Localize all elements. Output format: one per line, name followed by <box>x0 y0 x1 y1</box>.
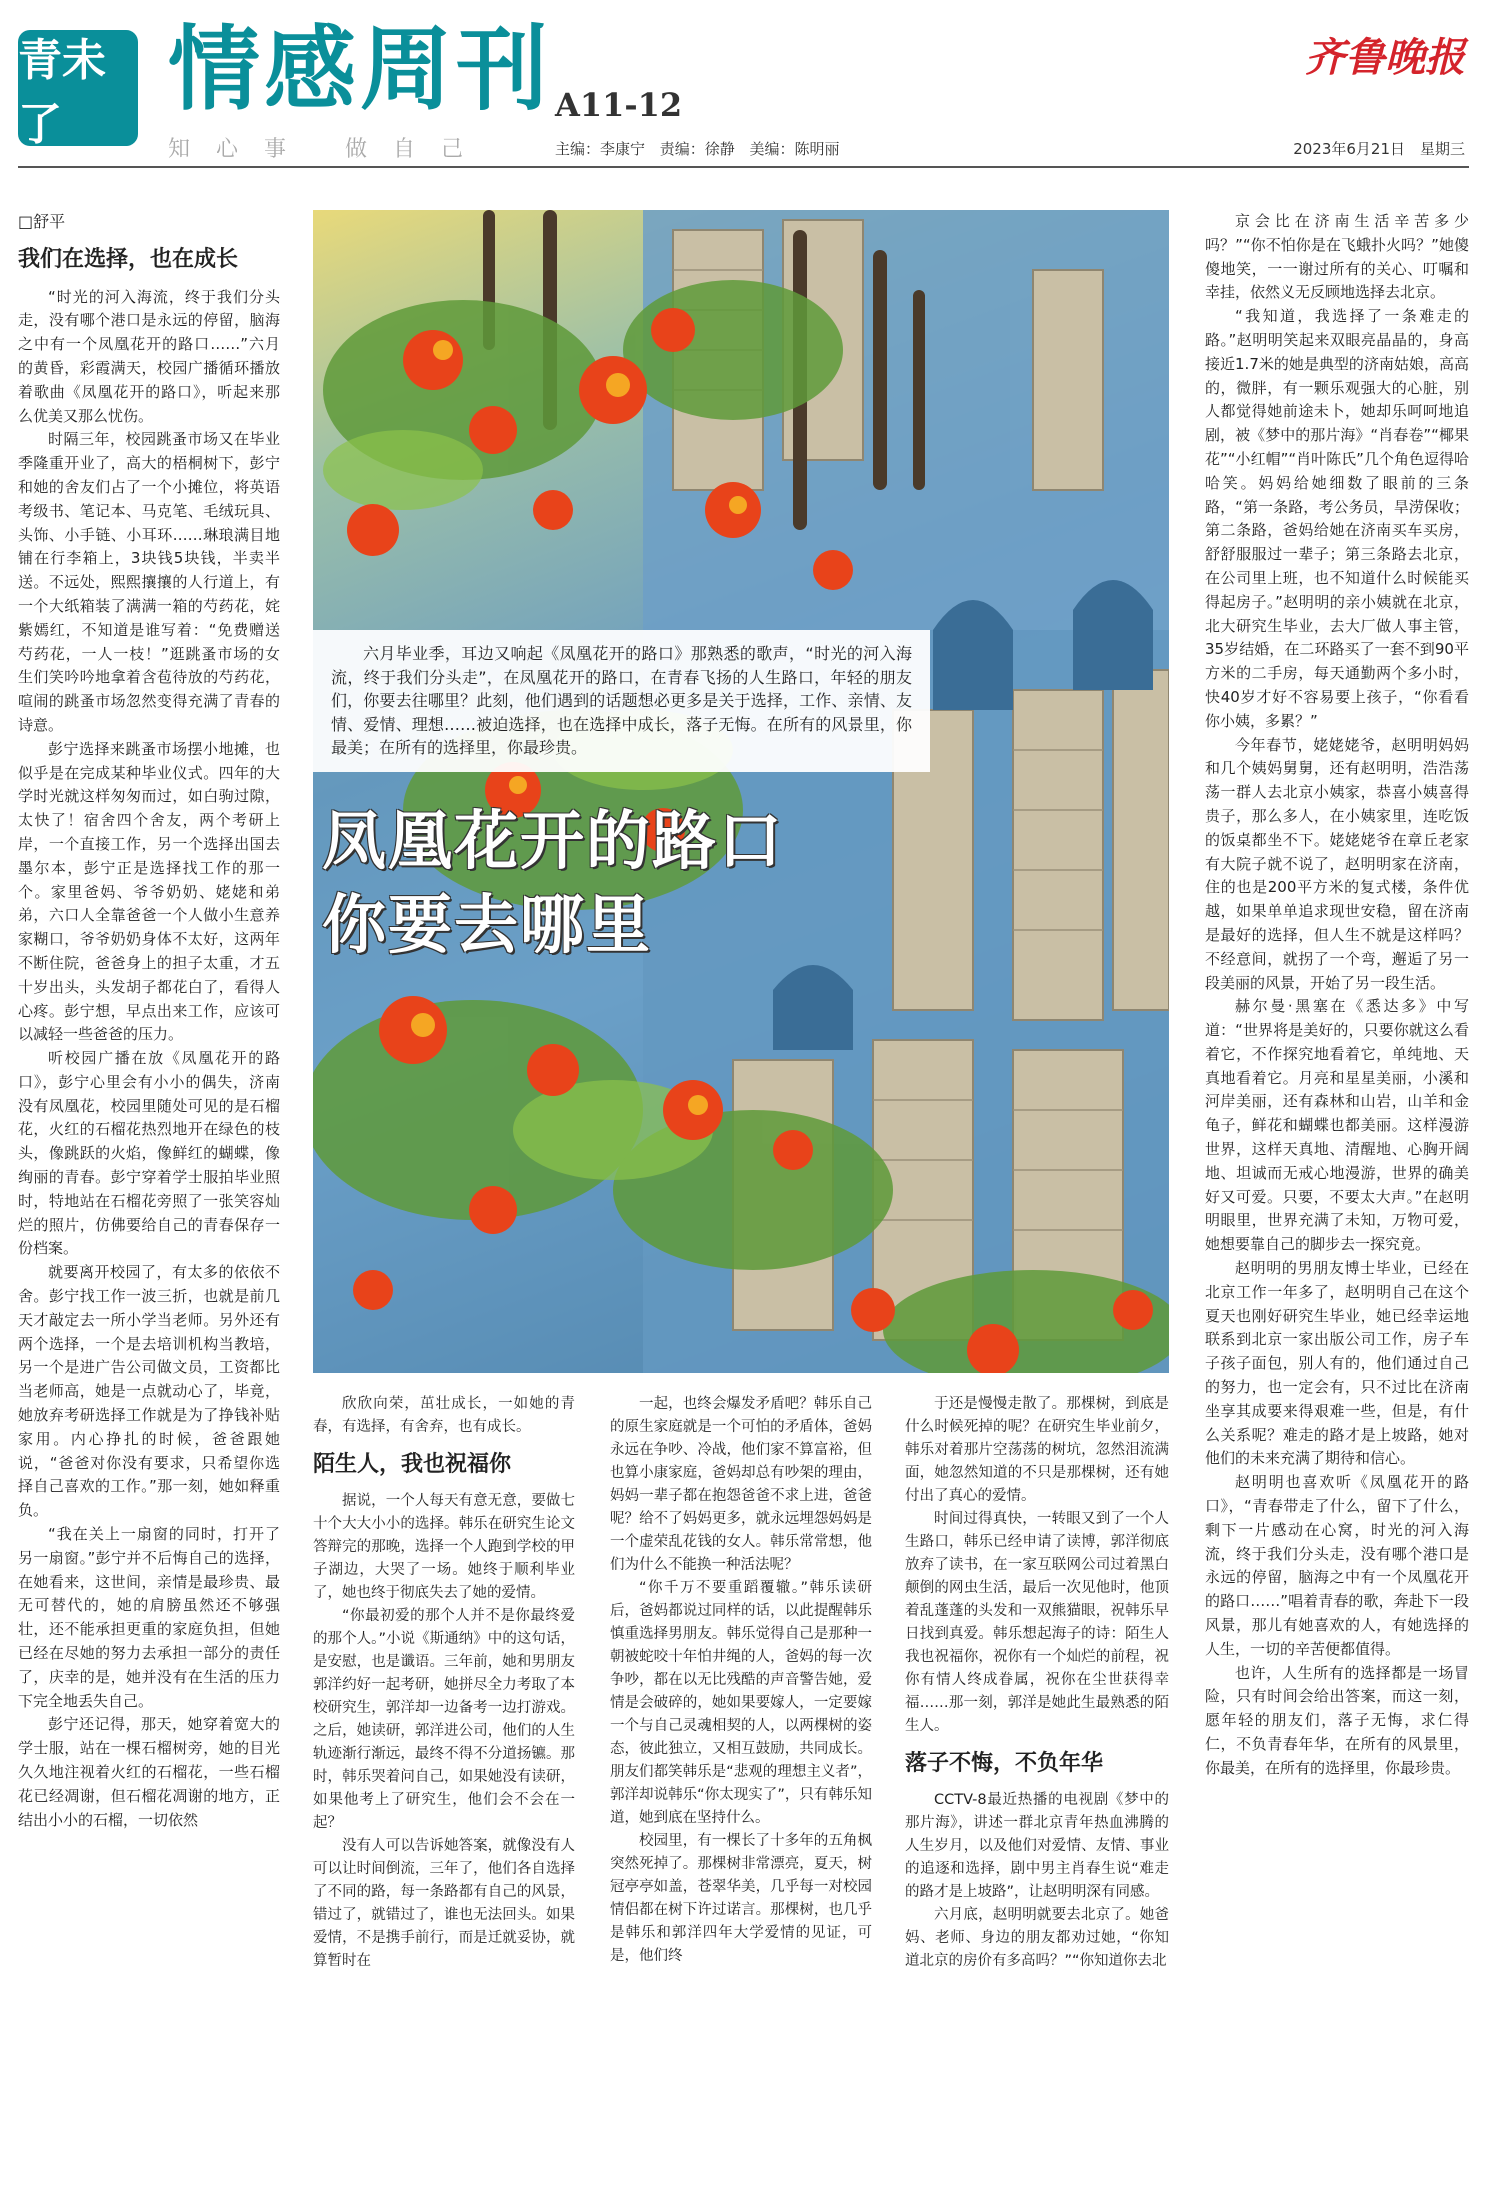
paragraph: “你千万不要重蹈覆辙。”韩乐读研后，爸妈都说过同样的话，以此提醒韩乐慎重选择男朋友。韩乐觉得自己是那种一朝被蛇咬十年怕井绳的人，爸妈的每一次争吵，都在以无比残酷的声音警告她，爱情是会破碎的，她如果要嫁人，一定要嫁一个与自己灵魂相契的人，以两棵树的姿态，彼此独立，又相互鼓励，共同成长。朋友们都笑韩乐是“悲观的理想主义者”，郭洋却说韩乐“你太现实了”，只有韩乐知道，她到底在坚持什么。 <box>610 1580 872 1826</box>
paragraph: 彭宁还记得，那天，她穿着宽大的学士服，站在一棵石榴树旁，她的目光久久地注视着火红的石榴花，一些石榴花已经凋谢，但石榴花凋谢的地方，正结出小小的石榴，一切依然 <box>18 1715 280 1829</box>
newspaper-brand-logo: 齐鲁晚报 <box>1305 34 1465 81</box>
subheading-2: 陌生人，我也祝福你 <box>313 1451 512 1477</box>
paragraph: 就要离开校园了，有太多的依依不舍。彭宁找工作一波三折，也就是前几天才敲定去一所小学当老师。另外还有两个选择，一个是去培训机构当教培，另一个是进广告公司做文员，工资都比当老师高，她是一点就动心了，毕竟，她放弃考研选择工作就是为了挣钱补贴家用。内心挣扎的时候，爸爸跟她说，“爸爸对你没有要求，只希望你选择自己喜欢的工作。”那一刻，她如释重负。 <box>18 1263 280 1520</box>
page-numbers: A11-12 <box>555 86 683 124</box>
masthead-divider <box>18 166 1469 168</box>
paragraph: 时隔三年，校园跳蚤市场又在毕业季隆重开业了，高大的梧桐树下，彭宁和她的舍友们占了一个小摊位，将英语考级书、笔记本、马克笔、毛绒玩具、头饰、小手链、小耳环……琳琅满目地铺在行李箱上，3块钱5块钱，半卖半送。不远处，熙熙攘攘的人行道上，有一个大纸箱装了满满一箱的芍药花，姹紫嫣红，不知道是谁写着：“免费赠送芍药花，一人一枝！”逛跳蚤市场的女生们笑吟吟地拿着含苞待放的芍药花，喧闹的跳蚤市场忽然变得充满了青春的诗意。 <box>18 430 280 734</box>
paragraph: 据说，一个人每天有意无意，要做七十个大大小小的选择。韩乐在研究生论文答辩完的那晚，选择一个人跑到学校的甲子湖边，大哭了一场。她终于顺利毕业了，她也终于彻底失去了她的爱情。 <box>313 1493 575 1601</box>
photo-illustration <box>313 210 1169 1373</box>
article-column-3 <box>610 1393 872 2175</box>
paragraph: 欣欣向荣，茁壮成长，一如她的青春，有选择，有舍弃，也有成长。 <box>313 1396 575 1435</box>
article-column-4 <box>905 1393 1169 2175</box>
paragraph: 时间过得真快，一转眼又到了一个人生路口，韩乐已经申请了读博，郭洋彻底放弃了读书，在一家互联网公司过着黑白颠倒的网虫生活，最后一次见他时，他顶着乱蓬蓬的头发和一双熊猫眼，祝韩乐早日找到真爱。韩乐想起海子的诗：陌生人我也祝福你，祝你有一个灿烂的前程，祝你有情人终成眷属，祝你在尘世获得幸福……那一刻，郭洋是她此生最熟悉的陌生人。 <box>905 1511 1169 1734</box>
paragraph: 赵明明也喜欢听《凤凰花开的路口》，“青春带走了什么，留下了什么，剩下一片感动在心窝，时光的河入海流，终于我们分头走，没有哪个港口是永远的停留，脑海之中有一个凤凰花开的路口……”唱着青春的歌，奔赴下一段风景，那儿有她喜欢的人，有她选择的人生，一切的辛苦便都值得。 <box>1205 1473 1469 1658</box>
article-column-2 <box>313 1393 575 2175</box>
paragraph: 赵明明的男朋友博士毕业，已经在北京工作一年多了，赵明明自己在这个夏天也刚好研究生毕业，她已经幸运地联系到北京一家出版公司工作，房子车子孩子面包，别人有的，他们通过自己的努力，也一定会有，只不过比在济南坐享其成要来得艰难一些，但是，有什么关系呢？难走的路才是上坡路，她对他们的未来充满了期待和信心。 <box>1205 1259 1469 1468</box>
section-title: 情感周刊 <box>168 16 553 123</box>
paragraph: 于还是慢慢走散了。那棵树，到底是什么时候死掉的呢？在研究生毕业前夕，韩乐对着那片空荡荡的树坑，忽然泪流满面，她忽然知道的不只是那棵树，还有她付出了真心的爱情。 <box>905 1396 1169 1504</box>
paragraph: 也许，人生所有的选择都是一场冒险，只有时间会给出答案，而这一刻，愿年轻的朋友们，落子无悔，求仁得仁，不负青春年华，在所有的风景里，你最美，在所有的选择里，你最珍贵。 <box>1205 1663 1469 1777</box>
paragraph: 听校园广播在放《凤凰花开的路口》，彭宁心里会有小小的偶失，济南没有凤凰花，校园里随处可见的是石榴花，火红的石榴花热烈地开在绿色的枝头，像跳跃的火焰，像鲜红的蝴蝶，像绚丽的青春。彭宁穿着学士服拍毕业照时，特地站在石榴花旁照了一张笑容灿烂的照片，仿佛要给自己的青春保存一份档案。 <box>18 1049 280 1258</box>
hero-photo-flame-tree-blue-building <box>313 210 1169 1373</box>
logo: 青未了 <box>18 30 138 146</box>
paragraph: “我在关上一扇窗的同时，打开了另一扇窗。”彭宁并不后悔自己的选择，在她看来，这世间，亲情是最珍贵、最无可替代的，她的肩膀虽然还不够强壮，还不能承担更重的家庭负担，但她已经在尽她的努力去承担一部分的责任了，庆幸的是，她并没有在生活的压力下完全地丢失自己。 <box>18 1525 280 1710</box>
paragraph: 今年春节，姥姥姥爷，赵明明妈妈和几个姨妈舅舅，还有赵明明，浩浩荡荡一群人去北京小姨家，恭喜小姨喜得贵子，那么多人，在小姨家里，连吃饭的饭桌都坐不下。姥姥姥爷在章丘老家有大院子就不说了，赵明明家在济南，住的也是200平方米的复式楼，条件优越，如果单单追求现世安稳，留在济南是最好的选择，但人生不就是这样吗？不经意间，就拐了一个弯，邂逅了另一段美丽的风景，开始了另一段生活。 <box>1205 735 1469 992</box>
article-column-5 <box>1205 210 1469 2175</box>
section-tagline: 知心事 做自己 <box>168 137 489 162</box>
headline-line-2: 你要去哪里 <box>322 888 652 963</box>
byline: □舒平 <box>18 212 66 231</box>
paragraph: 一起，也终会爆发矛盾吧？韩乐自己的原生家庭就是一个可怕的矛盾体，爸妈永远在争吵、冷战，他们家不算富裕，但也算小康家庭，爸妈却总有吵架的理由，妈妈一辈子都在抱怨爸爸不求上进，爸爸呢？给不了妈妈更多，就永远埋怨妈妈是一个虚荣乱花钱的女人。韩乐常常想，他们为什么不能换一种活法呢？ <box>610 1396 872 1573</box>
subheading-1: 我们在选择，也在成长 <box>18 245 239 272</box>
headline-line-1: 凤凰花开的路口 <box>322 804 784 879</box>
editor-credits: 主编：李康宁 责编：徐静 美编：陈明丽 <box>555 140 840 158</box>
subheading-3: 落子不悔，不负年华 <box>905 1750 1104 1776</box>
paragraph: CCTV-8最近热播的电视剧《梦中的那片海》，讲述一群北京青年热血沸腾的人生岁月，以及他们对爱情、友情、事业的追逐和选择，剧中男主肖春生说“难走的路才是上坡路”，让赵明明深有同感。 <box>905 1792 1169 1900</box>
issue-date: 2023年6月21日 星期三 <box>1293 140 1465 158</box>
article-intro: 六月毕业季，耳边又响起《凤凰花开的路口》那熟悉的歌声，“时光的河入海流，终于我们分头走”，在凤凰花开的路口，在青春飞扬的人生路口，年轻的朋友们，你要去往哪里？此刻，他们遇到的话题想必更多是关于选择，工作、亲情、友情、爱情、理想……被迫选择，也在选择中成长，落子无悔。在所有的风景里，你最美；在所有的选择里，你最珍贵。 <box>313 630 930 772</box>
paragraph: 六月底，赵明明就要去北京了。她爸妈、老师、身边的朋友都劝过她，“你知道北京的房价有多高吗？”“你知道你去北 <box>905 1907 1169 1969</box>
paragraph: 彭宁选择来跳蚤市场摆小地摊，也似乎是在完成某种毕业仪式。四年的大学时光就这样匆匆而过，如白驹过隙，太快了！宿舍四个舍友，两个考研上岸，一个直接工作，另一个选择出国去墨尔本，彭宁正是选择找工作的那一个。家里爸妈、爷爷奶奶、姥姥和弟弟，六口人全靠爸爸一个人做小生意养家糊口，爷爷奶奶身体不太好，这两年不断住院，爸爸身上的担子太重，才五十岁出头，头发胡子都花白了，看得人心疼。彭宁想，早点出来工作，应该可以减轻一些爸爸的压力。 <box>18 739 280 1044</box>
paragraph: 赫尔曼·黑塞在《悉达多》中写道：“世界将是美好的，只要你就这么看着它，不作探究地看着它，单纯地、天真地看着它。月亮和星星美丽，小溪和河岸美丽，还有森林和山岩，山羊和金龟子，鲜花和蝴蝶也都美丽。这样漫游世界，这样天真地、清醒地、心胸开阔地、坦诚而无戒心地漫游，世界的确美好又可爱。只要，不要太大声。”在赵明明眼里，世界充满了未知，万物可爱，她想要靠自己的脚步去一探究竟。 <box>1205 997 1469 1254</box>
paragraph: 没有人可以告诉她答案，就像没有人可以让时间倒流，三年了，他们各自选择了不同的路，每一条路都有自己的风景，错过了，就错过了，谁也无法回头。如果爱情，不是携手前行，而是迁就妥协，就算暂时在 <box>313 1838 575 1969</box>
paragraph: “我知道，我选择了一条难走的路。”赵明明笑起来双眼亮晶晶的，身高接近1.7米的她是典型的济南姑娘，高高的，微胖，有一颗乐观强大的心脏，别人都觉得她前途未卜，她却乐呵呵地追剧，被《梦中的那片海》“肖春卷”“椰果花”“小红帽”“肖叶陈氏”几个角色逗得哈哈笑。妈妈给她细数了眼前的三条路，“第一条路，考公务员，旱涝保收；第二条路，爸妈给她在济南买车买房，舒舒服服过一辈子；第三条路去北京，在公司里上班，也不知道什么时候能买得起房子。”赵明明的亲小姨就在北京，北大研究生毕业，去大厂做人事主管，35岁结婚，在二环路买了一套不到90平方米的二手房，每天通勤两个多小时，快40岁才好不容易要上孩子，“你看看你小姨，多累？” <box>1205 307 1469 730</box>
paragraph: 校园里，有一棵长了十多年的五角枫突然死掉了。那棵树非常漂亮，夏天，树冠亭亭如盖，苍翠华美，几乎每一对校园情侣都在树下许过诺言。那棵树，也几乎是韩乐和郭洋四年大学爱情的见证，可是，他们终 <box>610 1833 872 1964</box>
article-column-1 <box>18 210 280 2175</box>
article-headline <box>322 800 784 968</box>
paragraph: 京会比在济南生活辛苦多少吗？”“你不怕你是在飞蛾扑火吗？”她傻傻地笑，一一谢过所有的关心、叮嘱和幸挂，依然义无反顾地选择去北京。 <box>1205 212 1469 302</box>
paragraph: “你最初爱的那个人并不是你最终爱的那个人。”小说《斯通纳》中的这句话，是安慰，也是谶语。三年前，她和男朋友郭洋约好一起考研，她拼尽全力考取了本校研究生，郭洋却一边备考一边打游戏。之后，她读研，郭洋进公司，他们的人生轨迹渐行渐远，最终不得不分道扬镳。那时，韩乐哭着问自己，如果她没有读研，如果他考上了研究生，他们会不会在一起？ <box>313 1608 575 1831</box>
paragraph: “时光的河入海流，终于我们分头走，没有哪个港口是永远的停留，脑海之中有一个凤凰花开的路口……”六月的黄昏，彩霞满天，校园广播循环播放着歌曲《凤凰花开的路口》，听起来那么优美又那么忧伤。 <box>18 287 280 425</box>
